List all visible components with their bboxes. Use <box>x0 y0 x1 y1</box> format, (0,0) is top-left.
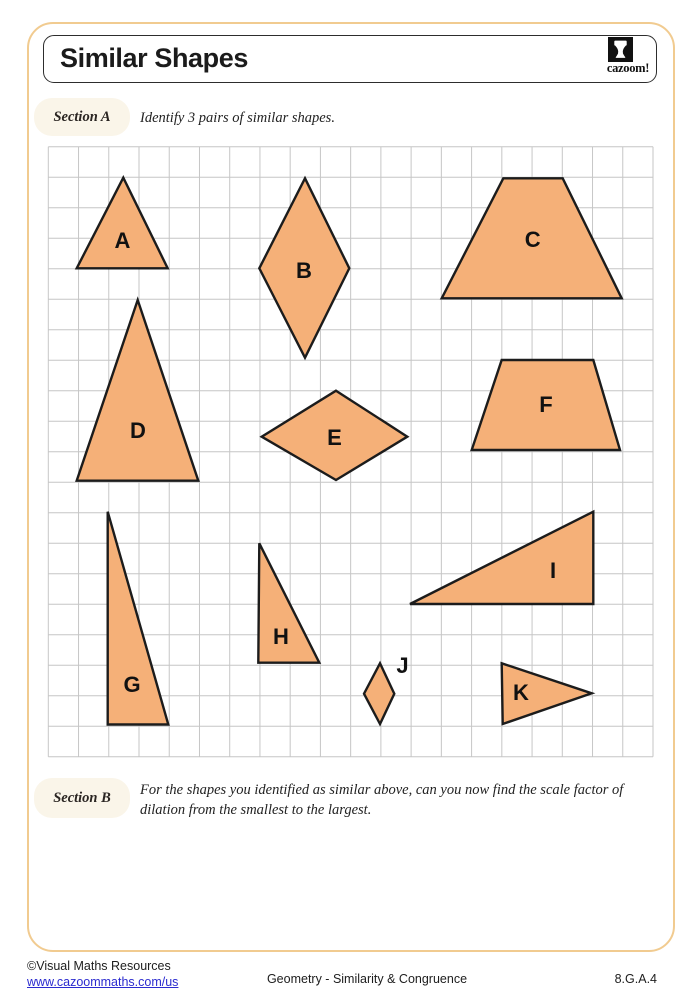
website-link[interactable]: www.cazoommaths.com/us <box>27 975 179 989</box>
section-a-instruction: Identify 3 pairs of similar shapes. <box>140 110 335 126</box>
page-title: Similar Shapes <box>60 43 248 73</box>
shape-label-C: C <box>524 227 541 252</box>
footer-left <box>27 958 178 990</box>
shape-label-E: E <box>327 425 342 450</box>
shape-label-B: B <box>296 258 312 283</box>
section-b-pill <box>34 778 130 818</box>
footer-topic: Geometry - Similarity & Congruence <box>266 972 468 986</box>
shape-label-D: D <box>130 418 146 443</box>
shape-A <box>77 178 168 269</box>
shape-label-H: H <box>273 624 289 649</box>
section-b-instruction <box>140 780 660 820</box>
shape-label-G: G <box>123 672 141 697</box>
shape-label-I: I <box>549 558 557 583</box>
shape-J <box>364 663 394 724</box>
section-b-label: Section B <box>53 789 111 806</box>
shape-label-J: J <box>396 653 409 678</box>
shape-label-A: A <box>114 228 131 253</box>
section-b-instruction-line2: dilation from the smallest to the largest. <box>140 802 372 818</box>
shape-label-F: F <box>539 392 553 417</box>
section-a-label: Section A <box>53 108 111 125</box>
cazoom-logo-text: cazoom! <box>606 61 650 75</box>
copyright-text: ©Visual Maths Resources <box>27 959 171 973</box>
standard-code: 8.G.A.4 <box>614 972 657 986</box>
shape-label-K: K <box>513 680 529 705</box>
section-b-instruction-line1: For the shapes you identified as similar above, can you now find the scale factor of <box>140 782 624 798</box>
